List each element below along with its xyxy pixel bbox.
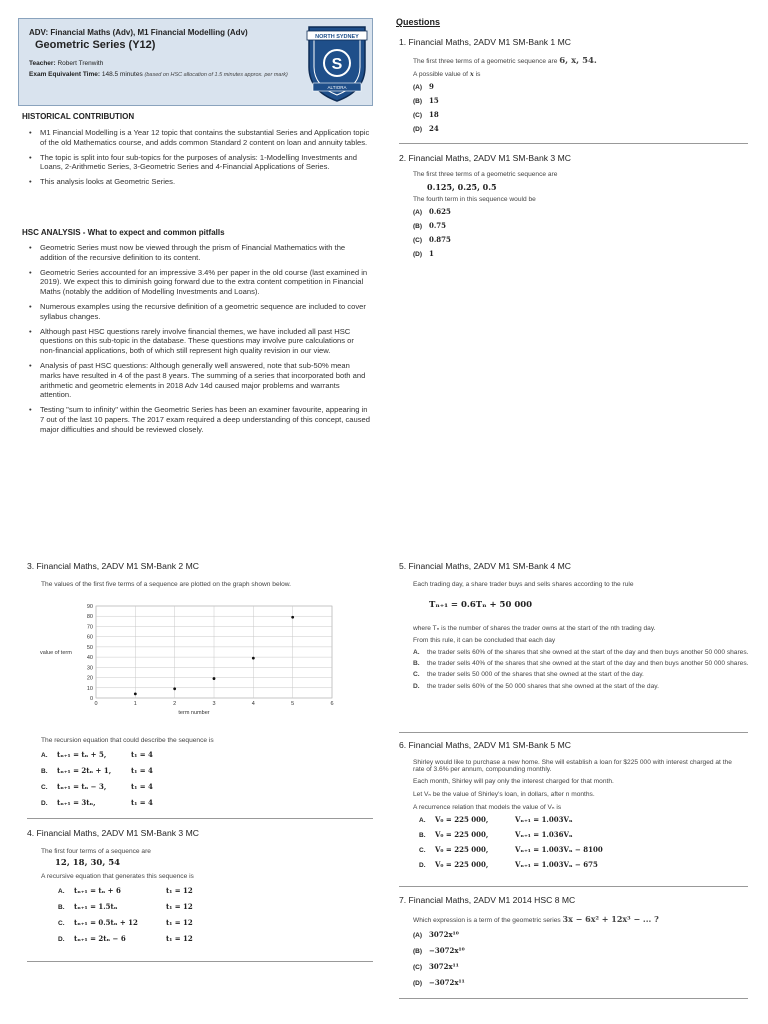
y-tick-label: 80 <box>86 614 93 621</box>
x-tick-label: 6 <box>330 701 334 707</box>
question-title: 4. Financial Maths, 2ADV M1 SM-Bank 3 MC <box>27 828 199 838</box>
y-tick-label: 50 <box>86 644 93 651</box>
teacher-line: Teacher: Robert Trenwith <box>29 60 104 67</box>
option-d[interactable]: D. V₀ = 225 000, Vₙ₊₁ = 1.003Vₙ − 675 <box>419 860 598 869</box>
question-title: 2. Financial Maths, 2ADV M1 SM-Bank 3 MC <box>399 153 571 163</box>
x-tick-label: 2 <box>173 701 177 707</box>
y-tick-label: 60 <box>86 634 93 641</box>
question-stem-2: Each month, Shirley will pay only the interest charged for that month. <box>413 778 614 785</box>
option-a[interactable]: (A) 3072x¹⁰ <box>413 930 459 939</box>
y-tick-label: 90 <box>86 604 93 610</box>
question-title: 3. Financial Maths, 2ADV M1 SM-Bank 2 MC <box>27 561 199 571</box>
analysis-item: • Numerous examples using the recursive definition of a geometric sequence are included to cover syllabus changes. <box>20 302 370 322</box>
option-a[interactable]: (A) 0.625 <box>413 207 451 216</box>
question-1 <box>399 37 749 138</box>
question-ask: The fourth term in this sequence would be <box>413 196 536 203</box>
option-a[interactable]: A. the trader sells 60% of the shares that she owned at the start of the day and then buys another 50 000 shares. <box>413 649 749 656</box>
trading-rule: Tₙ₊₁ = 0.6Tₙ + 50 000 <box>429 600 533 610</box>
historical-item: • This analysis looks at Geometric Series. <box>20 177 370 187</box>
question-title: 5. Financial Maths, 2ADV M1 SM-Bank 4 MC <box>399 561 571 571</box>
question-3-answers <box>41 737 371 814</box>
school-crest-logo <box>305 23 369 103</box>
sequence-scatter-chart <box>36 600 346 718</box>
svg-text:NORTH SYDNEY: NORTH SYDNEY <box>315 34 359 40</box>
divider <box>27 818 373 819</box>
option-b[interactable]: B. tₙ₊₁ = 2tₙ + 1, t₁ = 4 <box>41 766 153 775</box>
y-tick-label: 30 <box>86 665 93 672</box>
topic-subtitle: ADV: Financial Maths (Adv), M1 Financial Modelling (Adv) <box>29 28 248 37</box>
option-a[interactable]: A. tₙ₊₁ = tₙ + 6 t₁ = 12 <box>58 886 193 895</box>
option-c[interactable]: C. the trader sells 50 000 of the shares that she owned at the start of the day. <box>413 671 644 678</box>
option-c[interactable]: C. V₀ = 225 000, Vₙ₊₁ = 1.003Vₙ − 8100 <box>419 845 603 854</box>
option-b[interactable]: B. tₙ₊₁ = 1.5tₙ t₁ = 12 <box>58 902 193 911</box>
data-point <box>291 616 294 619</box>
question-stem-3: Let Vₙ be the value of Shirley's loan, in dollars, after n months. <box>413 791 595 798</box>
option-b[interactable]: (B) −3072x¹⁰ <box>413 946 465 955</box>
question-4 <box>27 828 377 950</box>
divider <box>399 998 748 999</box>
analysis-item: • Geometric Series accounted for an impressive 3.4% per paper in the old course (last examined in 2019). We expect this to diminish going forward due to the extra content competition in Financial Maths (notably the addition of Modelling Investments and Loans). <box>20 268 370 297</box>
divider <box>399 143 748 144</box>
question-stem: Each trading day, a share trader buys and sells shares according to the rule <box>413 581 634 588</box>
question-ask: From this rule, it can be concluded that each day <box>413 637 556 644</box>
y-axis-label: value of term <box>40 650 72 656</box>
rule-definition: where Tₙ is the number of shares the trader owns at the start of the nth trading day. <box>413 625 656 632</box>
option-c[interactable]: (C) 3072x¹¹ <box>413 962 459 971</box>
divider <box>399 732 748 733</box>
x-tick-label: 3 <box>212 701 216 707</box>
historical-item: • M1 Financial Modelling is a Year 12 topic that contains the substantial Series and Application topic of the old Mathematics course, and adds common Standard 2 content on loan and annuity tables. <box>20 128 370 148</box>
historical-heading: HISTORICAL CONTRIBUTION <box>22 112 135 121</box>
sequence-terms: 0.125, 0.25, 0.5 <box>427 182 497 192</box>
option-d[interactable]: (D) 1 <box>413 249 434 258</box>
x-tick-label: 0 <box>94 701 98 707</box>
option-a[interactable]: A. V₀ = 225 000, Vₙ₊₁ = 1.003Vₙ <box>419 815 573 824</box>
y-tick-label: 70 <box>86 624 93 631</box>
option-d[interactable]: (D) 24 <box>413 124 439 133</box>
divider <box>399 886 748 887</box>
analysis-list <box>20 243 370 440</box>
x-tick-label: 4 <box>251 701 255 707</box>
question-stem: The values of the first five terms of a sequence are plotted on the graph shown below. <box>41 581 291 588</box>
historical-list <box>20 128 370 192</box>
topic-title: Geometric Series (Y12) <box>35 39 156 51</box>
historical-item: • The topic is split into four sub-topics for the purposes of analysis: 1-Modelling Investments and Loans, 2-Arithmetic Series, 3-Geometric Series and 4-Financial Applications of Series. <box>20 153 370 173</box>
question-stem: Which expression is a term of the geometric series 3x − 6x² + 12x³ − ... ? <box>413 914 659 924</box>
questions-heading: Questions <box>396 17 441 27</box>
data-point <box>252 657 255 660</box>
question-ask: A recurrence relation that models the value of Vₙ is <box>413 804 562 811</box>
analysis-heading: HSC ANALYSIS - What to expect and common pitfalls <box>22 228 225 237</box>
option-d[interactable]: D. the trader sells 60% of the 50 000 shares that she owned at the start of the day. <box>413 683 659 690</box>
y-tick-label: 40 <box>86 655 93 662</box>
svg-text:ALTIORA: ALTIORA <box>327 85 347 90</box>
question-6 <box>399 740 749 875</box>
option-c[interactable]: C. tₙ₊₁ = tₙ − 3, t₁ = 4 <box>41 782 153 791</box>
analysis-item: • Geometric Series must now be viewed through the prism of Financial Mathematics with the addition of the recursive definition to its content. <box>20 243 370 263</box>
option-d[interactable]: D. tₙ₊₁ = 3tₙ, t₁ = 4 <box>41 798 153 807</box>
y-tick-label: 10 <box>86 685 93 692</box>
question-title: 1. Financial Maths, 2ADV M1 SM-Bank 1 MC <box>399 37 571 47</box>
x-tick-label: 5 <box>291 701 295 707</box>
question-stem: Shirley would like to purchase a new home. She will establish a loan for $225 000 with interest charged at the rate of 3.6% per annum, compounding monthly. <box>413 759 732 773</box>
option-b[interactable]: B. the trader sells 40% of the shares that she owned at the start of the day and then buys another 50 000 shares. <box>413 660 749 667</box>
question-2 <box>399 153 749 263</box>
option-a[interactable]: A. tₙ₊₁ = tₙ + 5, t₁ = 4 <box>41 750 153 759</box>
analysis-item: • Although past HSC questions rarely involve financial themes, we have included all past HSC questions on this sub-topic in the database. These questions may involve pure calculations or non-financial applications, both of which still represent high quality revision in our view. <box>20 327 370 356</box>
x-tick-label: 1 <box>133 701 137 707</box>
question-title: 6. Financial Maths, 2ADV M1 SM-Bank 5 MC <box>399 740 571 750</box>
data-point <box>173 687 176 690</box>
question-5 <box>399 561 749 690</box>
question-stem: The first three terms of a geometric sequence are 6, x, 54. <box>413 56 597 66</box>
question-ask: A possible value of x is <box>413 70 481 78</box>
topic-header-box <box>18 18 373 106</box>
option-b[interactable]: (B) 0.75 <box>413 221 447 230</box>
question-ask: The recursion equation that could describe the sequence is <box>41 737 214 744</box>
option-c[interactable]: (C) 0.875 <box>413 235 451 244</box>
analysis-item: • Analysis of past HSC questions: Although generally well answered, note that sub-50% mean marks have resulted in 4 of the past 8 years. The summing of a series that incorporated both and arithmetic and geometric elements in 2018 Adv 14d caused major problems and warrants attention. <box>20 361 370 400</box>
option-b[interactable]: (B) 15 <box>413 96 439 105</box>
analysis-item: • Testing "sum to infinity" within the Geometric Series has been an examiner favourite, appearing in 7 out of the last 10 papers. The 2017 exam required a deep understanding of this concept, caused major difficulties and should be reviewed closely. <box>20 405 370 434</box>
sequence-terms: 12, 18, 30, 54 <box>55 858 121 868</box>
option-b[interactable]: B. V₀ = 225 000, Vₙ₊₁ = 1.036Vₙ <box>419 830 573 839</box>
option-d[interactable]: D. tₙ₊₁ = 2tₙ − 6 t₁ = 12 <box>58 934 193 943</box>
question-stem: The first three terms of a geometric sequence are <box>413 171 558 178</box>
question-stem: The first four terms of a sequence are <box>41 848 151 855</box>
exam-time-line: Exam Equivalent Time: 148.5 minutes (based on HSC allocation of 1.5 minutes approx. per mark) <box>29 71 288 78</box>
question-ask: A recursive equation that generates this sequence is <box>41 873 194 880</box>
data-point <box>213 677 216 680</box>
question-3 <box>27 561 377 588</box>
option-a[interactable]: (A) 9 <box>413 82 434 91</box>
question-title: 7. Financial Maths, 2ADV M1 2014 HSC 8 MC <box>399 895 576 905</box>
y-tick-label: 20 <box>86 675 93 682</box>
divider <box>27 961 373 962</box>
svg-text:S: S <box>331 56 343 73</box>
option-c[interactable]: (C) 18 <box>413 110 439 119</box>
x-axis-label: term number <box>178 710 210 716</box>
y-tick-label: 0 <box>89 696 93 702</box>
option-d[interactable]: (D) −3072x¹¹ <box>413 978 465 987</box>
option-c[interactable]: C. tₙ₊₁ = 0.5tₙ + 12 t₁ = 12 <box>58 918 193 927</box>
question-7 <box>399 895 749 994</box>
data-point <box>134 693 137 696</box>
